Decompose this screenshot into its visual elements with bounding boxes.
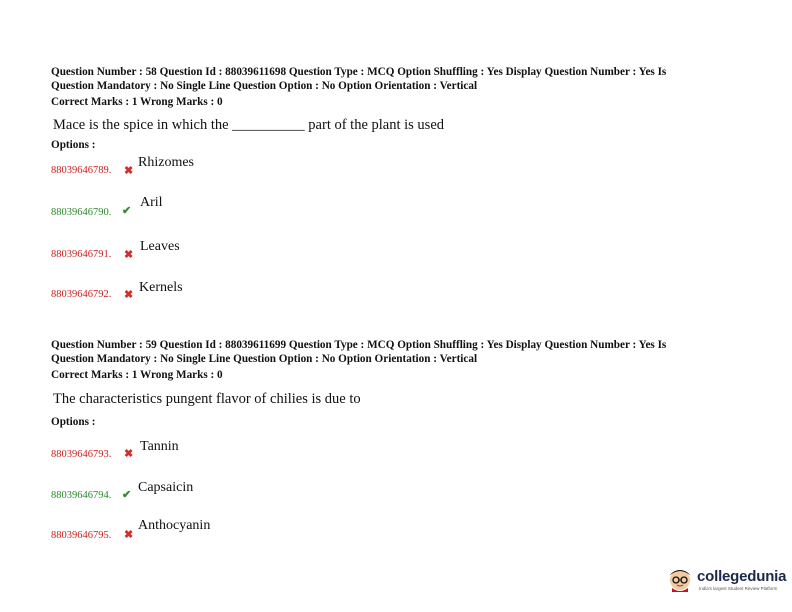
option-id: 88039646792. — [51, 289, 112, 300]
option-id: 88039646791. — [51, 249, 112, 260]
question-59 — [51, 339, 741, 428]
question-meta-line1: Question Number : 58 Question Id : 88039611698 Question Type : MCQ Option Shuffling : Yes Display Question Number : Yes Is — [51, 66, 667, 78]
option-text: Capsaicin — [138, 480, 194, 495]
option-id: 88039646790. — [51, 207, 112, 218]
option-text: Rhizomes — [138, 155, 194, 170]
question-marks: Correct Marks : 1 Wrong Marks : 0 — [51, 369, 223, 381]
question-text: Mace is the spice in which the __________ part of the plant is used — [53, 116, 445, 133]
logo-name: collegedunia — [697, 568, 787, 585]
collegedunia-logo — [666, 562, 786, 598]
cross-icon: ✖ — [124, 249, 134, 261]
option-id: 88039646793. — [51, 449, 112, 460]
cross-icon: ✖ — [124, 289, 134, 301]
option-text: Aril — [140, 195, 163, 210]
question-meta-line1: Question Number : 59 Question Id : 88039611699 Question Type : MCQ Option Shuffling : Yes Display Question Number : Yes Is — [51, 339, 667, 351]
question-meta — [51, 339, 741, 366]
option-id: 88039646794. — [51, 490, 112, 501]
option-text: Anthocyanin — [138, 518, 211, 533]
question-meta — [51, 66, 741, 93]
cross-icon: ✖ — [124, 448, 134, 460]
options-label: Options : — [51, 415, 96, 428]
check-icon: ✔ — [122, 205, 132, 217]
cross-icon: ✖ — [124, 165, 134, 177]
option-text: Leaves — [140, 239, 180, 254]
option-id: 88039646789. — [51, 165, 112, 176]
question-text: The characteristics pungent flavor of chilies is due to — [53, 390, 361, 407]
question-58 — [51, 66, 741, 151]
check-icon: ✔ — [122, 489, 132, 501]
cross-icon: ✖ — [124, 529, 134, 541]
question-meta-line2: Question Mandatory : No Single Line Question Option : No Option Orientation : Vertical — [51, 352, 478, 365]
question-meta-line2: Question Mandatory : No Single Line Question Option : No Option Orientation : Vertical — [51, 79, 478, 92]
option-text: Tannin — [140, 439, 179, 454]
option-id: 88039646795. — [51, 530, 112, 541]
graduate-face-icon — [666, 564, 694, 592]
logo-tagline: India's largest Student Review Platform — [699, 586, 778, 591]
options-label: Options : — [51, 138, 96, 151]
question-marks: Correct Marks : 1 Wrong Marks : 0 — [51, 96, 223, 108]
option-text: Kernels — [139, 280, 183, 295]
